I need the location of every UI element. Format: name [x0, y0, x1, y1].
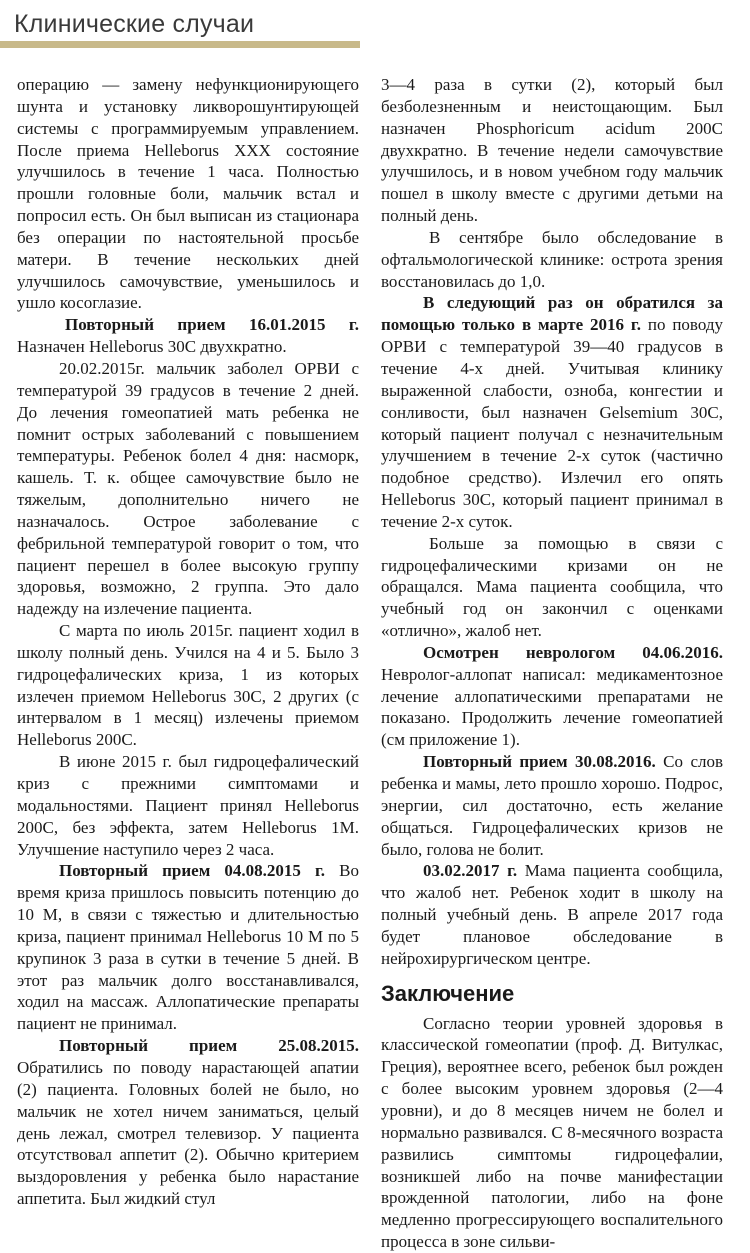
paragraph-text: Невролог-аллопат написал: медикаментозное лечение аллопатическими препаратами не показано. Продолжить лечение гомеопатией (см приложение 1). [381, 664, 723, 750]
paragraph-text: Со слов ребенка и мамы, лето прошло хорошо. Подрос, энергии, сил достаточно, есть желание общаться. Гидроцефалических кризов не было, голова не болит. [381, 752, 723, 859]
paragraph-text: Мама пациента сообщила, что жалоб нет. Ребенок ходит в школу на полный учебный день. В апреле 2017 года будет плановое обследование в нейрохирургическом центре. [381, 861, 723, 968]
paragraph [17, 860, 359, 1035]
paragraph-text: Во время криза пришлось повысить потенцию до 10 М, в связи с тяжестью и длительностью криза, пациент принимал Helleborus 10 М по 5 крупинок 3 раза в сутки в течение 5 дней. В этот раз мальчик долго восстанавливался, ходил на массаж. Аллопатические препараты пациент не принимал. [17, 861, 359, 1034]
paragraph: операцию — замену нефункционирующего шунта и установку ликворошунтирующей системы с программируемым управлением. После приема Helleborus ХХХ состояние улучшилось в течение 1 часа. Полностью прошли головные боли, мальчик встал и попросил есть. Он был выписан из стационара без операции по настоятельной просьбе матери. В течение нескольких дней улучшилось самочувствие, уменьшилось и ушло косоглазие. [17, 75, 359, 313]
bold-lead: Повторный прием 30.08.2016. [423, 752, 656, 772]
bold-lead: В следующий раз он обратился за помощью только в марте 2016 г. [381, 293, 723, 335]
paragraph [381, 642, 723, 751]
bold-lead: 03.02.2017 г. [423, 861, 518, 881]
bold-lead: Осмотрен неврологом 04.06.2016. [423, 642, 723, 662]
paragraph [381, 860, 723, 969]
section-heading: Заключение [381, 980, 515, 1006]
right-column [381, 74, 723, 1253]
paragraph-text: по поводу ОРВИ с температурой 39—40 градусов в течение 4-х дней. Учитывая клинику выраженной слабости, озноба, конгестии и сонливости, был назначен Gelsemium 30С, который пациент получал с незначительным улучшением в течение 2-х суток (частично подобное средство). Излечил его опять Helleborus 30С, который пациент принимал в течение 2-х суток. [381, 315, 724, 531]
bold-lead: Повторный прием 16.01.2015 г. [65, 315, 359, 335]
paragraph: В сентябре было обследование в офтальмологической клинике: острота зрения восстановилась до 1,0. [381, 227, 723, 291]
paragraph: Больше за помощью в связи с гидроцефалическими кризами он не обращался. Мама пациента сообщила, что учебный год он закончил с оценками «отлично», жалоб нет. [381, 533, 723, 641]
paragraph [17, 314, 359, 358]
paragraph: 20.02.2015г. мальчик заболел ОРВИ с температурой 39 градусов в течение 2 дней. До лечения гомеопатией мать ребенка не помнит острых заболеваний с повышением температуры. Ребенок болел 4 дня: насморк, кашель. Т. к. общее самочувствие было не тяжелым, дополнительно ничего не назначалось. Острое заболевание с фебрильной температурой говорит о том, что пациент перешел в более высокую группу здоровья, возможно, 2 группа. Это дало надежду на излечение пациента. [17, 358, 359, 619]
bold-lead: Повторный прием 25.08.2015. [59, 1036, 359, 1056]
paragraph [17, 1035, 359, 1210]
page-header [0, 0, 750, 50]
paragraph-text: Назначен Helleborus 30С двухкратно. [17, 337, 287, 357]
paragraph: 3—4 раза в сутки (2), который был безболезненным и неистощающим. Был назначен Phosphoricum acidum 200С двухкратно. В течение недели самочувствие улучшилось, и в новом учебном году мальчик пошел в школу вместе с другими детьми на полный день. [381, 75, 723, 226]
header-accent-bar [0, 41, 360, 48]
paragraph [381, 292, 723, 532]
left-column [17, 74, 359, 1210]
paragraph [381, 751, 723, 860]
section-title: Клинические случаи [14, 10, 255, 38]
paragraph: Согласно теории уровней здоровья в классической гомеопатии (проф. Д. Витулкас, Греция), вероятнее всего, ребенок был рожден с более высоким уровнем здоровья (2—4 уровни), и до 8 месяцев ничем не болел и нормально развивался. С 8-месячного возраста развились симптомы гидроцефалии, возникшей либо на почве манифестации врожденной патологии, либо на фоне медленно прогрессирующего воспалительного процесса в зоне сильви- [381, 1013, 723, 1252]
paragraph: С марта по июль 2015г. пациент ходил в школу полный день. Учился на 4 и 5. Было 3 гидроцефалических криза, 1 из которых излечен приемом Helleborus 30С, 2 других (с интервалом в 1 месяц) излечены приемом Helleborus 200С. [17, 621, 359, 750]
paragraph-text: Обратились по поводу нарастающей апатии (2) пациента. Головных болей не было, но мальчик не хотел ничем заниматься, целый день лежал, смотрел телевизор. У пациента отсутствовал аппетит (2). Обычно критерием выздоровления у ребенка было нарастание аппетита. Был жидкий стул [17, 1057, 359, 1209]
paragraph: В июне 2015 г. был гидроцефалический криз с прежними симптомами и модальностями. Пациент принял Helleborus 200С, без эффекта, затем Helleborus 1М. Улучшение наступило через 2 часа. [17, 752, 359, 859]
bold-lead: Повторный прием 04.08.2015 г. [59, 861, 326, 881]
